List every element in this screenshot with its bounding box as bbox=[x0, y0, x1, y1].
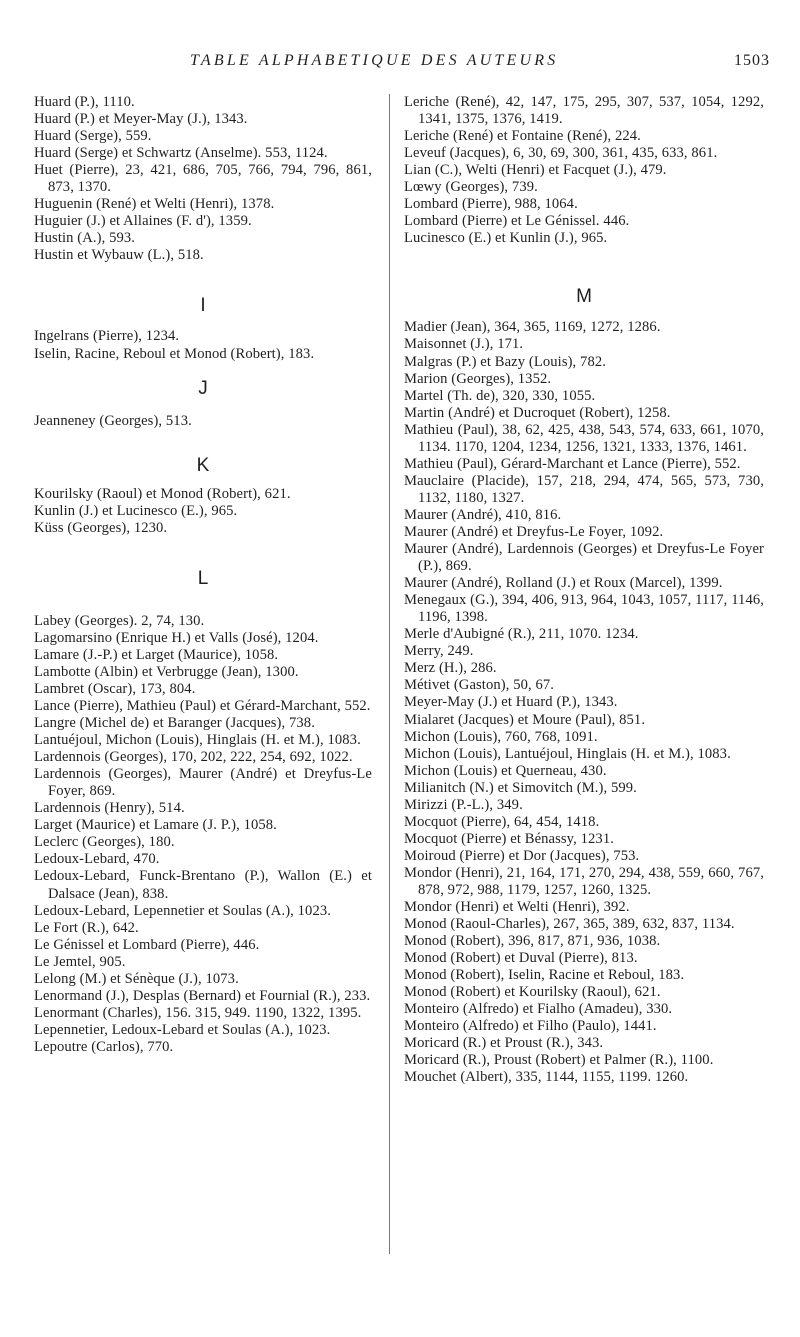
index-entry: Merry, 249. bbox=[404, 643, 474, 660]
index-entry: Merle d'Aubigné (R.), 211, 1070. 1234. bbox=[404, 626, 639, 643]
index-entry: Huguier (J.) et Allaines (F. d'), 1359. bbox=[34, 213, 252, 230]
index-entry: Maurer (André), Lardennois (Georges) et Dreyfus-Le Foyer (P.), 869. bbox=[404, 541, 764, 575]
index-entry: Mondor (Henri) et Welti (Henri), 392. bbox=[404, 899, 630, 916]
index-entry: Mouchet (Albert), 335, 1144, 1155, 1199. 1260. bbox=[404, 1069, 689, 1086]
section-letter-l: L bbox=[197, 567, 209, 589]
index-entry: Lombard (Pierre), 988, 1064. bbox=[404, 196, 578, 213]
right-column bbox=[404, 94, 764, 1087]
index-entry: Langre (Michel de) et Baranger (Jacques), 738. bbox=[34, 715, 315, 732]
section-letter-m: M bbox=[576, 286, 592, 308]
index-entry: Martin (André) et Ducroquet (Robert), 1258. bbox=[404, 404, 671, 421]
index-entry: Monod (Robert) et Kourilsky (Raoul), 621. bbox=[404, 984, 661, 1001]
index-entry: Moricard (R.), Proust (Robert) et Palmer (R.), 1100. bbox=[404, 1052, 714, 1069]
index-entry: Marion (Georges), 1352. bbox=[404, 370, 552, 387]
index-entry: Kunlin (J.) et Lucinesco (E.), 965. bbox=[34, 502, 238, 519]
index-entry: Huard (Serge) et Schwartz (Anselme). 553, 1124. bbox=[34, 145, 328, 162]
index-entry: Lamare (J.-P.) et Larget (Maurice), 1058. bbox=[34, 646, 279, 663]
page-number: 1503 bbox=[734, 52, 770, 69]
index-entry: Lenormand (J.), Desplas (Bernard) et Fournial (R.), 233. bbox=[34, 987, 371, 1004]
index-entry: Monod (Raoul-Charles), 267, 365, 389, 632, 837, 1134. bbox=[404, 916, 735, 933]
index-entry: Mocquot (Pierre), 64, 454, 1418. bbox=[404, 813, 600, 830]
index-entry: Mondor (Henri), 21, 164, 171, 270, 294, 438, 559, 660, 767, 878, 972, 988, 1179, 1257, 1260, 1325. bbox=[404, 864, 764, 898]
index-entry: Mirizzi (P.-L.), 349. bbox=[404, 796, 523, 813]
index-entry: Leveuf (Jacques), 6, 30, 69, 300, 361, 435, 633, 861. bbox=[404, 145, 718, 162]
page-header bbox=[0, 52, 800, 76]
index-entry: Lepoutre (Carlos), 770. bbox=[34, 1038, 174, 1055]
index-entry: Hustin et Wybauw (L.), 518. bbox=[34, 247, 204, 264]
index-entry: Michon (Louis), 760, 768, 1091. bbox=[404, 728, 598, 745]
index-entry: Le Génissel et Lombard (Pierre), 446. bbox=[34, 936, 260, 953]
index-entry: Meyer-May (J.) et Huard (P.), 1343. bbox=[404, 694, 618, 711]
index-entry: Huard (P.), 1110. bbox=[34, 94, 135, 110]
index-entry: Lœwy (Georges), 739. bbox=[404, 179, 538, 196]
index-entry: Huard (P.) et Meyer-May (J.), 1343. bbox=[34, 111, 248, 128]
left-group-i bbox=[34, 328, 372, 362]
index-entry: Ingelrans (Pierre), 1234. bbox=[34, 328, 180, 345]
index-entry: Mauclaire (Placide), 157, 218, 294, 474, 565, 573, 730, 1132, 1180, 1327. bbox=[404, 472, 764, 506]
index-entry: Le Jemtel, 905. bbox=[34, 953, 126, 970]
index-entry: Mathieu (Paul), Gérard-Marchant et Lance (Pierre), 552. bbox=[404, 455, 741, 472]
index-entry: Moiroud (Pierre) et Dor (Jacques), 753. bbox=[404, 847, 640, 864]
index-entry: Michon (Louis), Lantuéjoul, Hinglais (H. et M.), 1083. bbox=[404, 745, 731, 762]
index-entry: Iselin, Racine, Reboul et Monod (Robert), 183. bbox=[34, 345, 315, 362]
index-entry: Lambotte (Albin) et Verbrugge (Jean), 1300. bbox=[34, 663, 299, 680]
index-entry: Leriche (René), 42, 147, 175, 295, 307, 537, 1054, 1292, 1341, 1375, 1376, 1419. bbox=[404, 94, 764, 128]
index-entry: Ledoux-Lebard, Funck-Brentano (P.), Wallon (E.) et Dalsace (Jean), 838. bbox=[34, 868, 372, 902]
index-entry: Lelong (M.) et Sénèque (J.), 1073. bbox=[34, 970, 239, 987]
index-entry: Monod (Robert), Iselin, Racine et Reboul, 183. bbox=[404, 967, 685, 984]
index-entry: Leclerc (Georges), 180. bbox=[34, 834, 175, 851]
index-entry: Lian (C.), Welti (Henri) et Facquet (J.), 479. bbox=[404, 162, 667, 179]
index-entry: Lardennois (Georges), 170, 202, 222, 254, 692, 1022. bbox=[34, 749, 353, 766]
index-entry: Maisonnet (J.), 171. bbox=[404, 336, 524, 353]
index-entry: Le Fort (R.), 642. bbox=[34, 919, 139, 936]
index-entry: Merz (H.), 286. bbox=[404, 660, 497, 677]
index-entry: Labey (Georges). 2, 74, 130. bbox=[34, 612, 205, 629]
index-entry: Martel (Th. de), 320, 330, 1055. bbox=[404, 387, 596, 404]
index-entry: Monod (Robert), 396, 817, 871, 936, 1038. bbox=[404, 933, 661, 950]
left-group-h bbox=[34, 94, 372, 264]
index-entry: Leriche (René) et Fontaine (René), 224. bbox=[404, 128, 641, 145]
index-entry: Lantuéjoul, Michon (Louis), Hinglais (H. et M.), 1083. bbox=[34, 732, 361, 749]
index-entry: Lambret (Oscar), 173, 804. bbox=[34, 680, 196, 697]
column-divider bbox=[389, 94, 390, 1254]
index-entry: Mocquot (Pierre) et Bénassy, 1231. bbox=[404, 830, 614, 847]
index-entry: Küss (Georges), 1230. bbox=[34, 519, 168, 536]
index-entry: Huard (Serge), 559. bbox=[34, 128, 152, 145]
index-entry: Malgras (P.) et Bazy (Louis), 782. bbox=[404, 353, 606, 370]
index-entry: Lucinesco (E.) et Kunlin (J.), 965. bbox=[404, 230, 608, 247]
left-group-j bbox=[34, 413, 372, 430]
section-letter-i: I bbox=[200, 295, 206, 317]
index-entry: Mathieu (Paul), 38, 62, 425, 438, 543, 574, 633, 661, 1070, 1134. 1170, 1204, 1234, 1256, 1321, 1333, 1376, 1461. bbox=[404, 421, 764, 455]
index-entry: Mialaret (Jacques) et Moure (Paul), 851. bbox=[404, 711, 646, 728]
index-entry: Ledoux-Lebard, 470. bbox=[34, 851, 160, 868]
index-entry: Lagomarsino (Enrique H.) et Valls (José), 1204. bbox=[34, 629, 319, 646]
index-entry: Lenormant (Charles), 156. 315, 949. 1190, 1322, 1395. bbox=[34, 1004, 362, 1021]
header-title: TABLE ALPHABETIQUE DES AUTEURS bbox=[190, 52, 559, 69]
index-entry: Hustin (A.), 593. bbox=[34, 230, 136, 247]
index-entry: Huguenin (René) et Welti (Henri), 1378. bbox=[34, 196, 275, 213]
index-entry: Lepennetier, Ledoux-Lebard et Soulas (A.), 1023. bbox=[34, 1021, 331, 1038]
index-entry: Jeanneney (Georges), 513. bbox=[34, 412, 192, 429]
section-letter-k: K bbox=[196, 454, 210, 476]
left-group-l bbox=[34, 613, 372, 1056]
index-entry: Lance (Pierre), Mathieu (Paul) et Gérard-Marchant, 552. bbox=[34, 697, 371, 714]
index-entry: Lardennois (Henry), 514. bbox=[34, 800, 185, 817]
index-entry: Larget (Maurice) et Lamare (J. P.), 1058. bbox=[34, 817, 277, 834]
left-column bbox=[34, 94, 372, 1056]
index-entry: Lardennois (Georges), Maurer (André) et Dreyfus-Le Foyer, 869. bbox=[34, 766, 372, 800]
index-entry: Huet (Pierre), 23, 421, 686, 705, 766, 794, 796, 861, 873, 1370. bbox=[34, 162, 372, 196]
index-entry: Monteiro (Alfredo) et Filho (Paulo), 1441. bbox=[404, 1018, 657, 1035]
index-entry: Lombard (Pierre) et Le Génissel. 446. bbox=[404, 213, 630, 230]
right-group-m bbox=[404, 319, 764, 1086]
index-entry: Maurer (André) et Dreyfus-Le Foyer, 1092. bbox=[404, 523, 664, 540]
index-entry: Milianitch (N.) et Simovitch (M.), 599. bbox=[404, 779, 637, 796]
index-entry: Michon (Louis) et Querneau, 430. bbox=[404, 762, 607, 779]
index-entry: Maurer (André), 410, 816. bbox=[404, 506, 562, 523]
index-entry: Kourilsky (Raoul) et Monod (Robert), 621. bbox=[34, 485, 291, 502]
index-entry: Maurer (André), Rolland (J.) et Roux (Marcel), 1399. bbox=[404, 575, 723, 592]
index-entry: Ledoux-Lebard, Lepennetier et Soulas (A.), 1023. bbox=[34, 902, 331, 919]
index-entry: Monod (Robert) et Duval (Pierre), 813. bbox=[404, 950, 638, 967]
section-letter-j: J bbox=[198, 377, 208, 399]
index-entry: Moricard (R.) et Proust (R.), 343. bbox=[404, 1035, 604, 1052]
index-entry: Madier (Jean), 364, 365, 1169, 1272, 1286. bbox=[404, 319, 661, 336]
index-entry: Monteiro (Alfredo) et Fialho (Amadeu), 330. bbox=[404, 1001, 673, 1018]
left-group-k bbox=[34, 486, 372, 537]
index-entry: Métivet (Gaston), 50, 67. bbox=[404, 677, 555, 694]
index-entry: Menegaux (G.), 394, 406, 913, 964, 1043, 1057, 1117, 1146, 1196, 1398. bbox=[404, 592, 764, 626]
right-group-l bbox=[404, 94, 764, 247]
